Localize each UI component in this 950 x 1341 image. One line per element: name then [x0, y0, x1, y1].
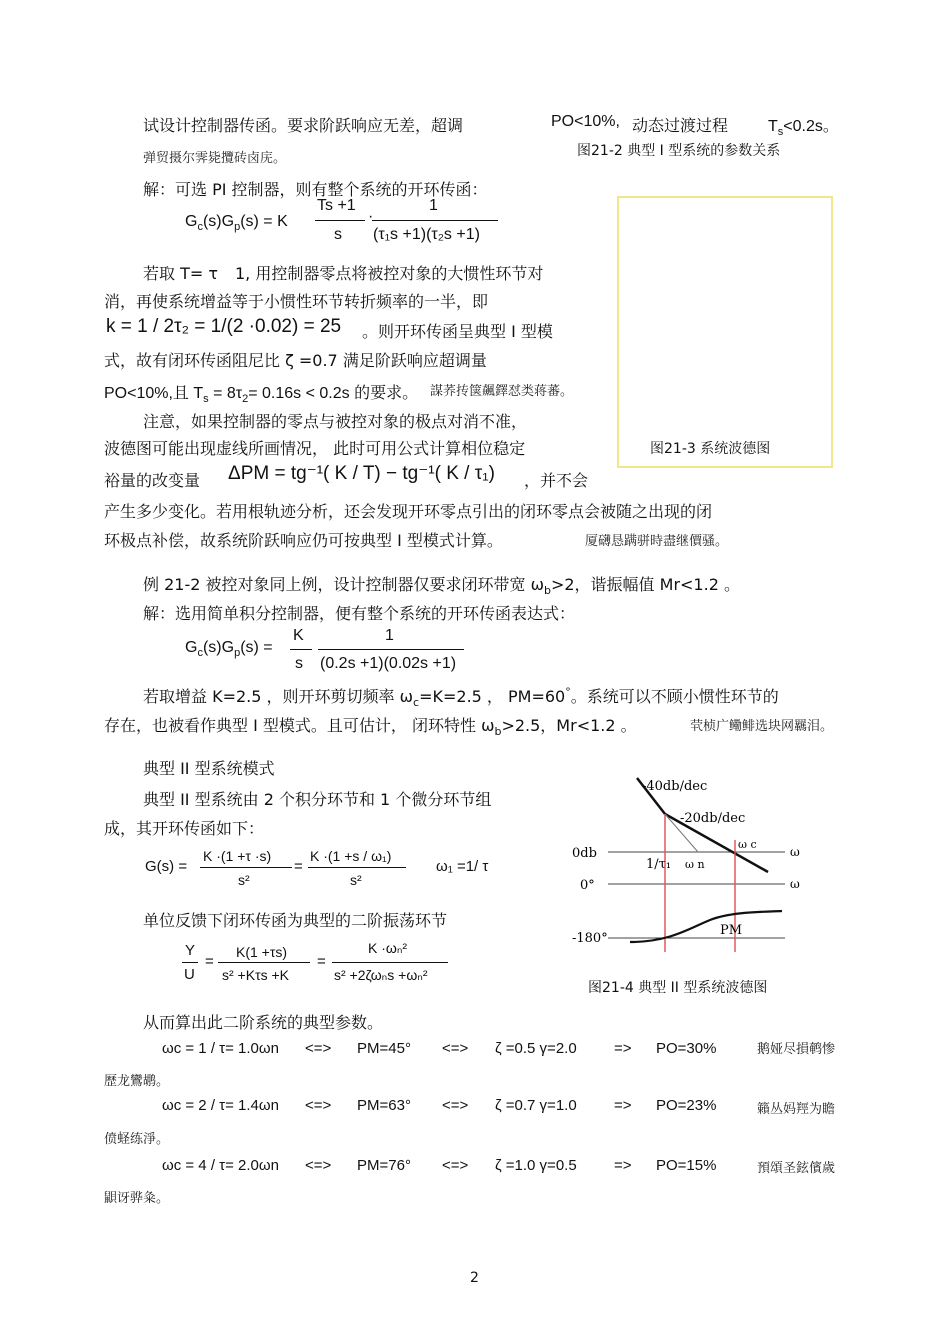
figure-caption: 图21-3 系统波德图 — [650, 441, 771, 457]
paragraph-line: 成，其开环传函如下： — [104, 819, 265, 838]
formula-denominator: s² — [350, 872, 362, 888]
formula-denominator: s — [295, 655, 303, 672]
fraction-bar — [290, 649, 312, 650]
paragraph-line: 典型 II 型系统由 2 个积分环节和 1 个微分环节组 — [143, 790, 492, 809]
formula-denominator: s² — [238, 872, 250, 888]
figure-frame — [617, 196, 833, 468]
paragraph-line: 若取 T= τ — [143, 264, 218, 283]
implies-arrow: => — [614, 1157, 632, 1174]
formula-numerator: K ·ωₙ² — [368, 940, 408, 956]
pm-value: PM=63° — [357, 1097, 411, 1114]
pm-value: PM=45° — [357, 1040, 411, 1057]
zero-db-label: 0db — [572, 846, 597, 861]
noise-text: 偾蛏练淨。 — [104, 1132, 170, 1147]
noise-text: 歷龙鸞鹕。 — [104, 1074, 170, 1089]
formula-denominator: s — [334, 226, 342, 243]
equiv-arrow: <=> — [442, 1097, 469, 1114]
omega-definition: ω₁ =1/ τ — [436, 858, 489, 875]
paragraph-line: 存在，也被看作典型 I 型模式。且可估计， 闭环特性 $\omega_b>2.5$，Mr<1.2 。 — [104, 716, 637, 739]
bode-diagram-type2 — [560, 770, 820, 970]
equals-sign: = — [317, 953, 326, 970]
equals-sign: = — [294, 858, 303, 875]
fraction-bar — [182, 962, 198, 963]
phase-curve — [630, 911, 782, 942]
formula-denominator: U — [184, 966, 195, 983]
example-line: 例 21-2 被控对象同上例，设计控制器仅要求闭环带宽 $\omega_b>2$，谐振幅值 Mr<1.2 。 — [143, 575, 740, 598]
section-heading: 典型 II 型系统模式 — [143, 759, 275, 778]
dot-operator: · — [368, 208, 374, 225]
paragraph-line: 波德图可能出现虚线所画情况， 此时可用公式计算相位稳定 — [104, 439, 526, 458]
wn-label: ω n — [685, 858, 705, 871]
paragraph-line: 裕量的改变量 — [104, 471, 201, 490]
pm-value: PM=76° — [357, 1157, 411, 1174]
omega-axis-label: ω — [790, 845, 800, 859]
slope40-label: -40db/dec — [642, 779, 708, 794]
paragraph-line: 1, 用控制器零点将被控对象的大惯性环节对 — [235, 264, 544, 283]
po-value: PO=23% — [656, 1097, 717, 1114]
equiv-arrow: <=> — [305, 1157, 332, 1174]
zero-degree-label: 0° — [580, 878, 595, 893]
formula-denominator: (0.2s +1)(0.02s +1) — [320, 655, 457, 672]
fraction-bar — [218, 962, 310, 963]
formula-lhs: G(s) = — [145, 858, 188, 875]
gain-formula: k = 1 / 2τ₂ = 1/(2 ·0.02) = 25 — [106, 316, 342, 337]
equals-sign: = — [205, 953, 214, 970]
noise-text: 籟丛妈羥为瞻 — [757, 1102, 836, 1117]
formula-denominator: s² +2ζωₙs +ωₙ² — [334, 967, 428, 983]
wc-value: ωc = 4 / τ= 2.0ωn — [162, 1157, 279, 1174]
formula-numerator: Y — [185, 942, 196, 959]
formula-numerator: K ·(1 +τ ·s) — [203, 848, 272, 864]
paragraph-line: 。则开环传函呈典型 I 型模 — [362, 322, 553, 341]
formula-denominator: (τ₁s +1)(τ₂s +1) — [373, 226, 480, 243]
figure-caption: 图21-2 典型 I 型系统的参数关系 — [577, 143, 781, 159]
equiv-arrow: <=> — [442, 1040, 469, 1057]
fraction-bar — [308, 867, 406, 868]
pm-label: PM — [720, 923, 743, 938]
equiv-arrow: <=> — [305, 1040, 332, 1057]
noise-text: 厦礴恳蹒骈時盡继價骚。 — [585, 534, 729, 549]
equiv-arrow: <=> — [442, 1157, 469, 1174]
figure-caption: 图21-4 典型 II 型系统波德图 — [588, 980, 768, 996]
equiv-arrow: <=> — [305, 1097, 332, 1114]
noise-text: 謀荞抟箧飆鐸怼类蒋蕃。 — [430, 384, 574, 399]
fraction-bar — [315, 220, 365, 221]
po-value: PO=15% — [656, 1157, 717, 1174]
po-value: PO=30% — [656, 1040, 717, 1057]
settling-text: 动态过渡过程 — [632, 116, 729, 135]
paragraph-line: 单位反馈下闭环传函为典型的二阶振荡环节 — [143, 911, 448, 930]
paragraph-line: ，并不会 — [524, 471, 589, 490]
paragraph-line: 产生多少变化。若用根轨迹分析，还会发现开环零点引出的闭环零点会被随之出现的闭 — [104, 502, 713, 521]
formula-numerator: 1 — [429, 197, 438, 214]
formula-denominator: s² +Kτs +K — [222, 967, 289, 983]
fraction-bar — [332, 962, 448, 963]
phase-margin-formula: ΔPM = tg⁻¹( K / T) − tg⁻¹( K / τ₁) — [228, 463, 495, 484]
noise-text: 鼰讶骅粂。 — [104, 1191, 170, 1206]
noise-text: 茕桢广鳓鲱选块网羈泪。 — [690, 719, 834, 734]
paragraph-line: 环极点补偿，故系统阶跃响应仍可按典型 I 型模式计算。 — [104, 531, 503, 550]
po-condition: PO<10%,且 $T_s = 8\tau_2= 0.16s < 0.2s$ 的要求。 — [104, 385, 419, 406]
zeta-gamma-value: ζ =0.5 γ=2.0 — [495, 1040, 577, 1057]
formula-numerator: Ts +1 — [317, 197, 356, 214]
fraction-bar — [200, 867, 292, 868]
intro-text: 试设计控制器传函。要求阶跃响应无差，超调 — [143, 116, 464, 135]
wc-value: ωc = 2 / τ= 1.4ωn — [162, 1097, 279, 1114]
minus180-label: -180° — [572, 931, 608, 946]
formula-numerator: K ·(1 +s / ω₁) — [310, 848, 392, 864]
noise-text: 弹贸摄尔霁毙攬砖卤庑。 — [143, 151, 287, 166]
formula-lhs: $G_c(s)G_p(s)$ = — [185, 639, 273, 660]
noise-text: 鹅娅尽損鹌惨 — [757, 1042, 836, 1057]
fraction-bar — [372, 220, 498, 221]
ts-spec: $T_s<0.2s$。 — [768, 118, 839, 139]
paragraph-line: 注意，如果控制器的零点与被控对象的极点对消不准， — [143, 412, 528, 431]
paragraph-line: 消，再使系统增益等于小惯性环节转折频率的一半，即 — [104, 292, 489, 311]
wc-label: ω c — [738, 838, 757, 851]
slope20-label: -20db/dec — [680, 811, 746, 826]
formula-numerator: K — [293, 627, 304, 644]
po-spec: PO<10%, — [551, 113, 620, 130]
zeta-gamma-value: ζ =1.0 γ=0.5 — [495, 1157, 577, 1174]
formula-lhs: $G_c(s)G_p(s) = K$ — [185, 213, 288, 234]
paragraph-line: 若取增益 K=2.5 ，则开环剪切频率 $\omega_c=K=2.5$ ， PM=60°。系统可以不顾小惯性环节的 — [143, 685, 779, 710]
page-number: 2 — [470, 1270, 479, 1286]
solution-text: 解：选用简单积分控制器，便有整个系统的开环传函表达式： — [143, 604, 576, 623]
wc-value: ωc = 1 / τ= 1.0ωn — [162, 1040, 279, 1057]
solution-text: 解：可选 PI 控制器，则有整个系统的开环传函： — [143, 180, 488, 199]
zeta-gamma-value: ζ =0.7 γ=1.0 — [495, 1097, 577, 1114]
formula-numerator: K(1 +τs) — [236, 944, 288, 960]
tau-label: 1/τ₁ — [646, 857, 672, 872]
noise-text: 預頌圣鉉儐歲 — [757, 1161, 836, 1176]
paragraph-line: 式，故有闭环传函阻尼比 ζ =0.7 满足阶跃响应超调量 — [104, 351, 487, 370]
fraction-bar — [318, 649, 464, 650]
implies-arrow: => — [614, 1097, 632, 1114]
implies-arrow: => — [614, 1040, 632, 1057]
paragraph-line: 从而算出此二阶系统的典型参数。 — [143, 1013, 384, 1032]
formula-numerator: 1 — [385, 627, 394, 644]
omega-axis-label: ω — [790, 877, 800, 891]
